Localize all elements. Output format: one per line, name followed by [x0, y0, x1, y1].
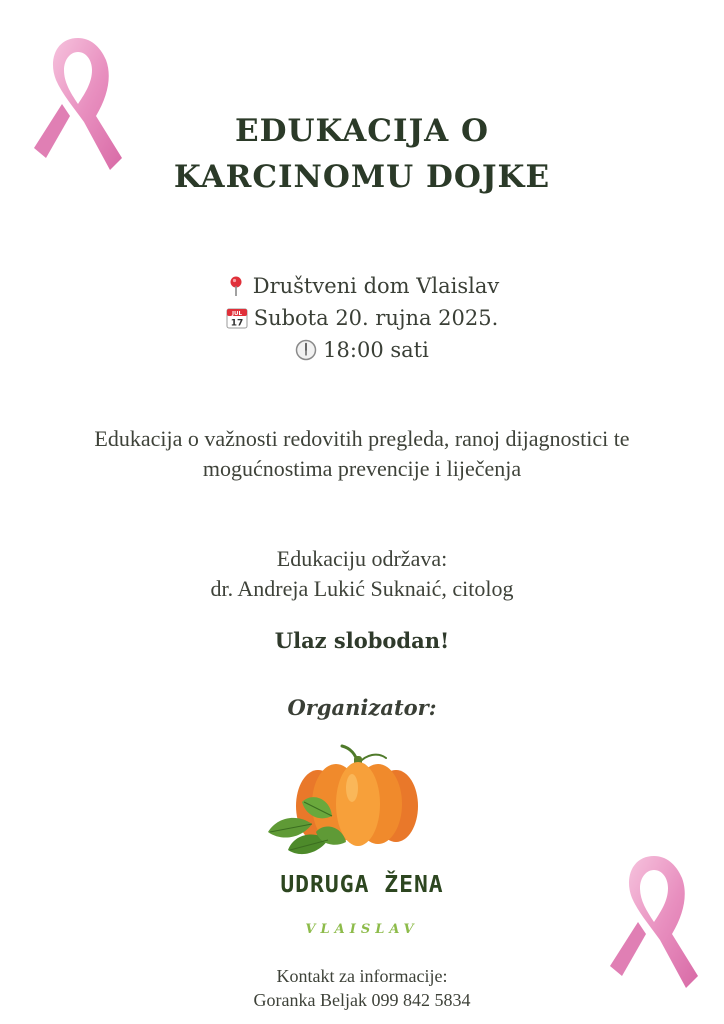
calendar-month: JUL [231, 311, 242, 317]
free-entry-text: Ulaz slobodan! [274, 628, 450, 653]
location-text: Društveni dom Vlaislav [252, 274, 500, 298]
time-line [0, 334, 724, 366]
educator-block [0, 544, 724, 604]
title-line-1: EDUKACIJA O [235, 113, 489, 149]
educator-label: Edukaciju održava: [276, 546, 448, 571]
event-info [0, 270, 724, 366]
contact-person: Goranka Beljak 099 842 5834 [253, 990, 471, 1010]
organizer-logo-name: UDRUGA ŽENA [280, 872, 444, 898]
calendar-day: 17 [230, 318, 243, 329]
date-line [0, 302, 724, 334]
date-text: Subota 20. rujna 2025. [253, 306, 499, 330]
time-text: 18:00 sati [323, 338, 429, 362]
clock-icon [295, 339, 317, 361]
page-title [0, 108, 724, 200]
location-line [0, 270, 724, 302]
event-description: Edukacija o važnosti redovitih pregleda, ranoj dijagnostici te mogućnostima prevencije i liječenja [94, 426, 630, 481]
contact-label: Kontakt za informacije: [276, 966, 448, 986]
pumpkin-icon [258, 742, 428, 864]
organizer-label: Organizator: [287, 695, 437, 720]
contact-block [0, 964, 724, 1012]
title-line-2: KARCINOMU DOJKE [173, 159, 551, 195]
educator-name: dr. Andreja Lukić Suknaić, citolog [210, 576, 514, 601]
organizer-logo-subtitle: VLAISLAV [305, 922, 419, 937]
calendar-icon [226, 307, 248, 329]
round-pushpin-icon [225, 275, 247, 297]
